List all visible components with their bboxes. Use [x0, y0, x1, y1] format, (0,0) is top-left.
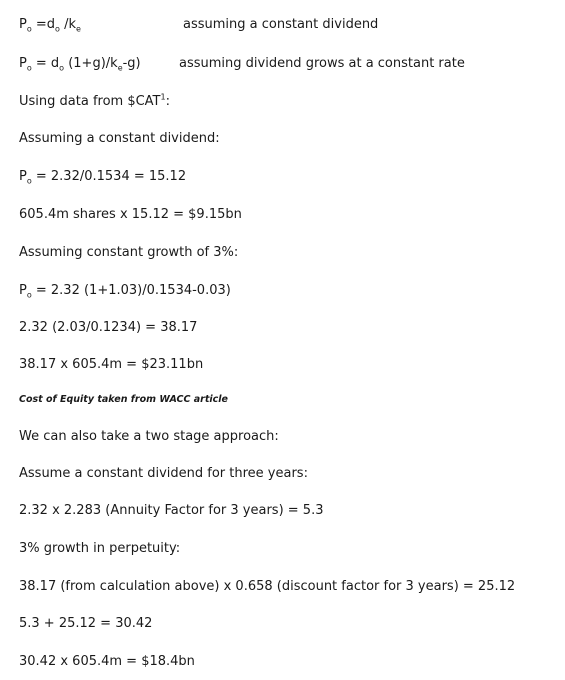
constant-dividend-calculation — [19, 169, 186, 185]
formula-text: (1+g)/k — [64, 56, 118, 71]
intro-line — [19, 94, 170, 110]
three-years-heading: Assume a constant dividend for three years: — [19, 466, 308, 481]
constant-growth-calculation — [19, 283, 231, 299]
formula-growth-description: assuming dividend grows at a constant rate — [179, 56, 465, 71]
constant-growth-step: 2.32 (2.03/0.1234) = 38.17 — [19, 320, 198, 335]
formula-symbol: P — [19, 56, 27, 71]
sum-calculation: 5.3 + 25.12 = 30.42 — [19, 616, 153, 631]
final-valuation: 30.42 x 605.4m = $18.4bn — [19, 654, 195, 669]
formula-subscript: e — [117, 63, 123, 73]
formula-subscript: o — [26, 24, 32, 34]
constant-growth-valuation: 38.17 x 605.4m = $23.11bn — [19, 357, 204, 372]
constant-dividend-valuation: 605.4m shares x 15.12 = $9.15bn — [19, 207, 242, 222]
formula-subscript: o — [26, 63, 32, 73]
constant-growth-heading: Assuming constant growth of 3%: — [19, 245, 239, 260]
formula-symbol: P — [19, 283, 27, 298]
calculation-text: = 2.32 (1+1.03)/0.1534-0.03) — [31, 283, 231, 298]
formula-text: = d — [31, 56, 60, 71]
footnote: Cost of Equity taken from WACC article — [19, 394, 228, 405]
perpetuity-heading: 3% growth in perpetuity: — [19, 541, 181, 556]
formula-text: /k — [59, 17, 76, 32]
formula-subscript: e — [75, 24, 81, 34]
formula-text: =d — [31, 17, 56, 32]
formula-growing-dividend — [19, 56, 141, 72]
formula-subscript: o — [26, 176, 32, 186]
constant-dividend-heading: Assuming a constant dividend: — [19, 131, 220, 146]
formula-subscript: o — [55, 24, 60, 34]
formula-symbol: P — [19, 17, 27, 32]
formula-symbol: P — [19, 169, 27, 184]
discount-calculation: 38.17 (from calculation above) x 0.658 (discount factor for 3 years) = 25.12 — [19, 579, 516, 594]
formula-text: -g) — [122, 56, 141, 71]
formula-constant-description: assuming a constant dividend — [183, 17, 379, 32]
formula-constant-dividend — [19, 17, 81, 33]
footnote-marker: 1 — [160, 92, 166, 102]
intro-text: Using data from $CAT — [19, 94, 161, 109]
formula-subscript: o — [59, 63, 65, 73]
two-stage-heading: We can also take a two stage approach: — [19, 429, 279, 444]
formula-subscript: o — [26, 290, 32, 300]
annuity-calculation: 2.32 x 2.283 (Annuity Factor for 3 years) = 5.3 — [19, 503, 324, 518]
calculation-text: = 2.32/0.1534 = 15.12 — [31, 169, 187, 184]
intro-colon: : — [165, 94, 170, 109]
